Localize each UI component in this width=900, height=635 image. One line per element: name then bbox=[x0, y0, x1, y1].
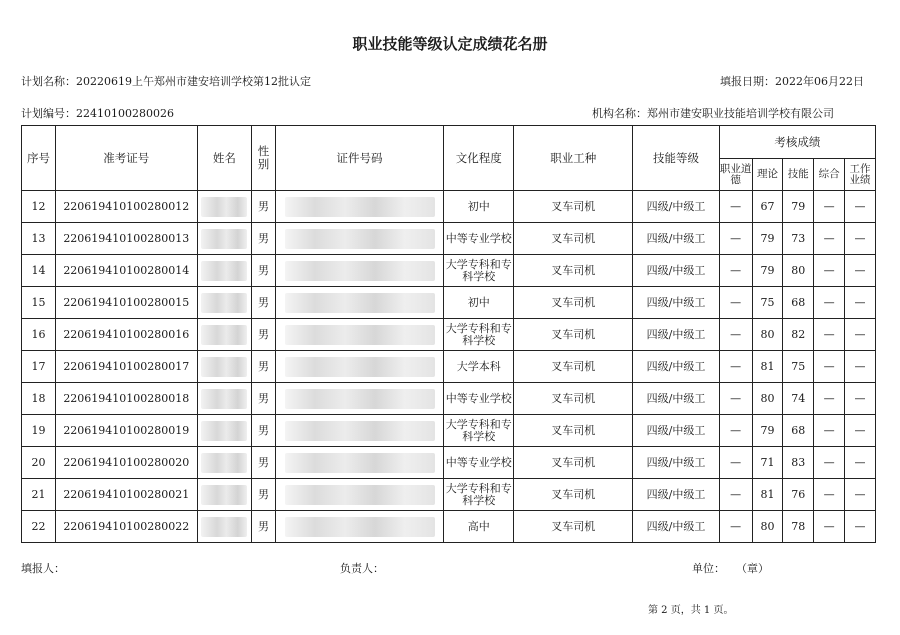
cell-work: — bbox=[845, 351, 876, 383]
cell-skill: 73 bbox=[783, 223, 814, 255]
redacted-id bbox=[285, 453, 435, 473]
redacted-name bbox=[201, 485, 247, 505]
redacted-name bbox=[201, 421, 247, 441]
table-row bbox=[22, 223, 876, 255]
cell-occupation: 叉车司机 bbox=[514, 287, 633, 319]
redacted-id bbox=[285, 229, 435, 249]
cell-skill: 68 bbox=[783, 287, 814, 319]
table-row bbox=[22, 511, 876, 543]
header-seq: 序号 bbox=[22, 126, 56, 191]
cell-comprehensive: — bbox=[814, 479, 845, 511]
cell-exam-no: 220619410100280018 bbox=[55, 383, 197, 415]
redacted-name bbox=[201, 325, 247, 345]
redacted-id bbox=[285, 421, 435, 441]
cell-comprehensive: — bbox=[814, 255, 845, 287]
cell-id-no bbox=[275, 255, 444, 287]
cell-skill: 68 bbox=[783, 415, 814, 447]
cell-ethics: — bbox=[719, 511, 752, 543]
cell-theory: 81 bbox=[752, 351, 783, 383]
header-level: 技能等级 bbox=[633, 126, 719, 191]
cell-work: — bbox=[845, 255, 876, 287]
cell-gender: 男 bbox=[252, 511, 276, 543]
cell-work: — bbox=[845, 447, 876, 479]
cell-skill: 75 bbox=[783, 351, 814, 383]
redacted-id bbox=[285, 389, 435, 409]
header-id-no: 证件号码 bbox=[275, 126, 444, 191]
cell-gender: 男 bbox=[252, 447, 276, 479]
cell-theory: 79 bbox=[752, 415, 783, 447]
cell-skill: 78 bbox=[783, 511, 814, 543]
cell-level: 四级/中级工 bbox=[633, 255, 719, 287]
cell-skill: 80 bbox=[783, 255, 814, 287]
cell-education: 大学本科 bbox=[444, 351, 514, 383]
cell-theory: 71 bbox=[752, 447, 783, 479]
cell-ethics: — bbox=[719, 255, 752, 287]
cell-id-no bbox=[275, 287, 444, 319]
cell-work: — bbox=[845, 479, 876, 511]
cell-occupation: 叉车司机 bbox=[514, 415, 633, 447]
organization-value: 郑州市建安职业技能培训学校有限公司 bbox=[647, 107, 834, 120]
cell-exam-no: 220619410100280016 bbox=[55, 319, 197, 351]
redacted-id bbox=[285, 197, 435, 217]
table-row bbox=[22, 351, 876, 383]
cell-name bbox=[197, 191, 251, 223]
cell-work: — bbox=[845, 511, 876, 543]
cell-gender: 男 bbox=[252, 351, 276, 383]
header-skill: 技能 bbox=[783, 159, 814, 191]
cell-occupation: 叉车司机 bbox=[514, 447, 633, 479]
cell-exam-no: 220619410100280015 bbox=[55, 287, 197, 319]
cell-name bbox=[197, 511, 251, 543]
cell-id-no bbox=[275, 511, 444, 543]
cell-ethics: — bbox=[719, 319, 752, 351]
cell-skill: 76 bbox=[783, 479, 814, 511]
cell-level: 四级/中级工 bbox=[633, 447, 719, 479]
cell-occupation: 叉车司机 bbox=[514, 223, 633, 255]
header-education: 文化程度 bbox=[444, 126, 514, 191]
cell-seq: 15 bbox=[22, 287, 56, 319]
cell-name bbox=[197, 383, 251, 415]
redacted-name bbox=[201, 293, 247, 313]
table-row bbox=[22, 447, 876, 479]
cell-occupation: 叉车司机 bbox=[514, 255, 633, 287]
cell-ethics: — bbox=[719, 447, 752, 479]
cell-occupation: 叉车司机 bbox=[514, 383, 633, 415]
header-gender: 性别 bbox=[252, 126, 276, 191]
table-row bbox=[22, 479, 876, 511]
cell-gender: 男 bbox=[252, 223, 276, 255]
cell-work: — bbox=[845, 287, 876, 319]
responsible-label: 负责人： bbox=[340, 562, 384, 575]
cell-seq: 13 bbox=[22, 223, 56, 255]
cell-level: 四级/中级工 bbox=[633, 287, 719, 319]
cell-seq: 21 bbox=[22, 479, 56, 511]
cell-ethics: — bbox=[719, 479, 752, 511]
cell-education: 中等专业学校 bbox=[444, 383, 514, 415]
cell-theory: 80 bbox=[752, 511, 783, 543]
cell-id-no bbox=[275, 447, 444, 479]
cell-exam-no: 220619410100280019 bbox=[55, 415, 197, 447]
plan-name-value: 20220619上午郑州市建安培训学校第12批认定 bbox=[76, 75, 311, 88]
plan-number bbox=[21, 105, 174, 121]
cell-comprehensive: — bbox=[814, 383, 845, 415]
cell-id-no bbox=[275, 319, 444, 351]
redacted-name bbox=[201, 453, 247, 473]
redacted-id bbox=[285, 517, 435, 537]
redacted-name bbox=[201, 261, 247, 281]
table-row bbox=[22, 415, 876, 447]
plan-name-label: 计划名称： bbox=[21, 75, 76, 88]
cell-seq: 17 bbox=[22, 351, 56, 383]
cell-ethics: — bbox=[719, 191, 752, 223]
cell-skill: 83 bbox=[783, 447, 814, 479]
cell-level: 四级/中级工 bbox=[633, 479, 719, 511]
cell-seq: 19 bbox=[22, 415, 56, 447]
cell-seq: 16 bbox=[22, 319, 56, 351]
cell-education: 初中 bbox=[444, 287, 514, 319]
cell-comprehensive: — bbox=[814, 447, 845, 479]
cell-gender: 男 bbox=[252, 191, 276, 223]
cell-exam-no: 220619410100280017 bbox=[55, 351, 197, 383]
cell-comprehensive: — bbox=[814, 511, 845, 543]
redacted-id bbox=[285, 293, 435, 313]
cell-education: 大学专科和专科学校 bbox=[444, 255, 514, 287]
cell-name bbox=[197, 447, 251, 479]
cell-level: 四级/中级工 bbox=[633, 351, 719, 383]
cell-work: — bbox=[845, 415, 876, 447]
cell-level: 四级/中级工 bbox=[633, 511, 719, 543]
filler-label: 填报人： bbox=[21, 562, 65, 575]
redacted-id bbox=[285, 357, 435, 377]
cell-education: 中等专业学校 bbox=[444, 223, 514, 255]
cell-work: — bbox=[845, 223, 876, 255]
cell-name bbox=[197, 479, 251, 511]
cell-ethics: — bbox=[719, 415, 752, 447]
cell-education: 大学专科和专科学校 bbox=[444, 319, 514, 351]
page-number: 第 2 页，共 1 页。 bbox=[648, 605, 734, 616]
header-name: 姓名 bbox=[197, 126, 251, 191]
cell-theory: 79 bbox=[752, 223, 783, 255]
table-row bbox=[22, 383, 876, 415]
cell-exam-no: 220619410100280013 bbox=[55, 223, 197, 255]
redacted-id bbox=[285, 485, 435, 505]
page-title: 职业技能等级认定成绩花名册 bbox=[352, 35, 548, 53]
cell-education: 大学专科和专科学校 bbox=[444, 479, 514, 511]
cell-ethics: — bbox=[719, 351, 752, 383]
cell-exam-no: 220619410100280021 bbox=[55, 479, 197, 511]
cell-name bbox=[197, 223, 251, 255]
cell-level: 四级/中级工 bbox=[633, 383, 719, 415]
cell-comprehensive: — bbox=[814, 351, 845, 383]
cell-id-no bbox=[275, 415, 444, 447]
cell-occupation: 叉车司机 bbox=[514, 511, 633, 543]
cell-occupation: 叉车司机 bbox=[514, 191, 633, 223]
cell-gender: 男 bbox=[252, 319, 276, 351]
redacted-id bbox=[285, 261, 435, 281]
header-scores: 考核成绩 bbox=[719, 126, 875, 159]
cell-education: 高中 bbox=[444, 511, 514, 543]
cell-seq: 20 bbox=[22, 447, 56, 479]
cell-id-no bbox=[275, 383, 444, 415]
header-occupation: 职业工种 bbox=[514, 126, 633, 191]
cell-occupation: 叉车司机 bbox=[514, 351, 633, 383]
cell-exam-no: 220619410100280020 bbox=[55, 447, 197, 479]
cell-skill: 74 bbox=[783, 383, 814, 415]
cell-id-no bbox=[275, 223, 444, 255]
cell-exam-no: 220619410100280014 bbox=[55, 255, 197, 287]
header-theory: 理论 bbox=[752, 159, 783, 191]
cell-level: 四级/中级工 bbox=[633, 223, 719, 255]
fill-date-value: 2022年06月22日 bbox=[775, 75, 864, 88]
redacted-name bbox=[201, 517, 247, 537]
organization-label: 机构名称： bbox=[592, 107, 647, 120]
cell-skill: 79 bbox=[783, 191, 814, 223]
header-exam-no: 准考证号 bbox=[55, 126, 197, 191]
header-comprehensive: 综合 bbox=[814, 159, 845, 191]
fill-date bbox=[720, 73, 864, 89]
organization bbox=[592, 105, 834, 121]
cell-name bbox=[197, 287, 251, 319]
cell-occupation: 叉车司机 bbox=[514, 479, 633, 511]
cell-name bbox=[197, 351, 251, 383]
cell-theory: 79 bbox=[752, 255, 783, 287]
seal-text: （章） bbox=[736, 562, 769, 575]
cell-ethics: — bbox=[719, 223, 752, 255]
cell-exam-no: 220619410100280012 bbox=[55, 191, 197, 223]
cell-education: 初中 bbox=[444, 191, 514, 223]
cell-theory: 67 bbox=[752, 191, 783, 223]
cell-theory: 80 bbox=[752, 383, 783, 415]
cell-comprehensive: — bbox=[814, 191, 845, 223]
redacted-name bbox=[201, 357, 247, 377]
cell-theory: 75 bbox=[752, 287, 783, 319]
score-table bbox=[21, 125, 876, 543]
redacted-name bbox=[201, 197, 247, 217]
redacted-id bbox=[285, 325, 435, 345]
cell-comprehensive: — bbox=[814, 415, 845, 447]
cell-level: 四级/中级工 bbox=[633, 415, 719, 447]
cell-name bbox=[197, 255, 251, 287]
header-work: 工作业绩 bbox=[845, 159, 876, 191]
cell-name bbox=[197, 415, 251, 447]
cell-gender: 男 bbox=[252, 383, 276, 415]
cell-comprehensive: — bbox=[814, 223, 845, 255]
cell-gender: 男 bbox=[252, 479, 276, 511]
plan-number-value: 22410100280026 bbox=[76, 107, 174, 120]
cell-id-no bbox=[275, 191, 444, 223]
cell-work: — bbox=[845, 191, 876, 223]
table-row bbox=[22, 255, 876, 287]
cell-gender: 男 bbox=[252, 415, 276, 447]
cell-education: 中等专业学校 bbox=[444, 447, 514, 479]
cell-education: 大学专科和专科学校 bbox=[444, 415, 514, 447]
cell-ethics: — bbox=[719, 383, 752, 415]
unit-label: 单位： bbox=[692, 562, 725, 575]
cell-work: — bbox=[845, 319, 876, 351]
cell-theory: 81 bbox=[752, 479, 783, 511]
cell-id-no bbox=[275, 479, 444, 511]
redacted-name bbox=[201, 229, 247, 249]
cell-theory: 80 bbox=[752, 319, 783, 351]
cell-name bbox=[197, 319, 251, 351]
table-row bbox=[22, 319, 876, 351]
fill-date-label: 填报日期： bbox=[720, 75, 775, 88]
cell-work: — bbox=[845, 383, 876, 415]
table-row bbox=[22, 191, 876, 223]
table-row bbox=[22, 287, 876, 319]
plan-name bbox=[21, 73, 311, 89]
cell-level: 四级/中级工 bbox=[633, 191, 719, 223]
header-ethics: 职业道德 bbox=[719, 159, 752, 191]
cell-level: 四级/中级工 bbox=[633, 319, 719, 351]
cell-seq: 12 bbox=[22, 191, 56, 223]
cell-seq: 18 bbox=[22, 383, 56, 415]
cell-seq: 14 bbox=[22, 255, 56, 287]
cell-skill: 82 bbox=[783, 319, 814, 351]
cell-comprehensive: — bbox=[814, 287, 845, 319]
cell-occupation: 叉车司机 bbox=[514, 319, 633, 351]
plan-number-label: 计划编号： bbox=[21, 107, 76, 120]
redacted-name bbox=[201, 389, 247, 409]
cell-exam-no: 220619410100280022 bbox=[55, 511, 197, 543]
cell-seq: 22 bbox=[22, 511, 56, 543]
cell-gender: 男 bbox=[252, 287, 276, 319]
cell-id-no bbox=[275, 351, 444, 383]
cell-comprehensive: — bbox=[814, 319, 845, 351]
cell-gender: 男 bbox=[252, 255, 276, 287]
cell-ethics: — bbox=[719, 287, 752, 319]
